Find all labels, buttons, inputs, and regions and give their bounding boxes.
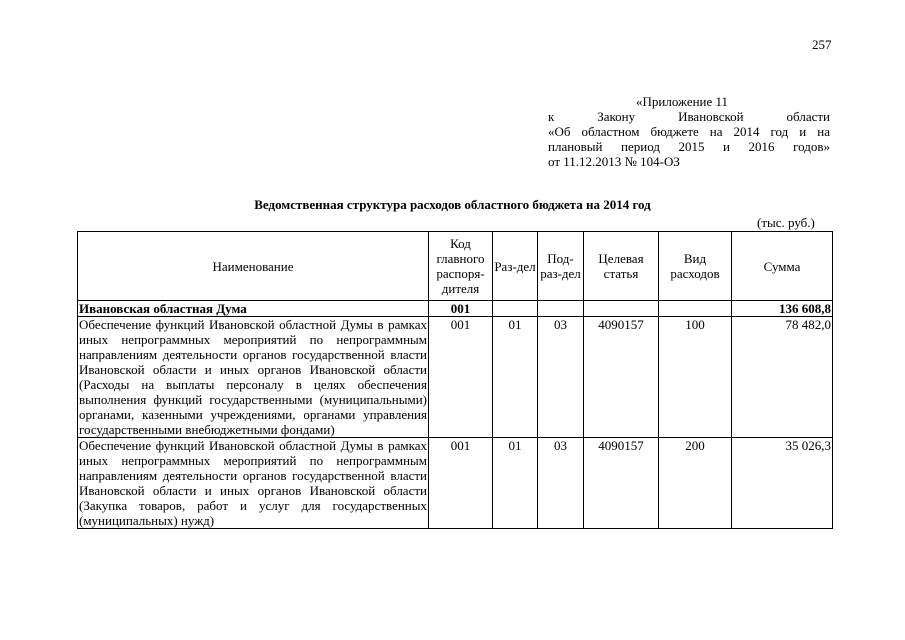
row-subsection	[538, 301, 584, 317]
row-target: 4090157	[584, 438, 659, 529]
row-code: 001	[429, 317, 493, 438]
row-name: Обеспечение функций Ивановской областной Думы в рамках иных непрограммных мероприятий по непрограммным направлениям деятельности органов государственной власти Ивановской области и иных органов Ивановской области (Расходы на выплаты персоналу в целях обеспечения выполнения функций государственными (муниципальными) органами, казенными учреждениями, органами управления государственными внебюджетными фондами)	[79, 317, 427, 437]
budget-table	[77, 231, 833, 529]
row-name: Обеспечение функций Ивановской областной Думы в рамках иных непрограммных мероприятий по непрограммным направлениям деятельности органов государственной власти Ивановской области и иных органов Ивановской области (Закупка товаров, работ и услуг для государственных (муниципальных) нужд)	[79, 438, 427, 528]
row-type: 100	[659, 317, 732, 438]
header-code: Код главного распоря-дителя	[429, 232, 493, 301]
appendix-note	[548, 94, 830, 169]
row-sum: 35 026,3	[732, 438, 833, 529]
row-type: 200	[659, 438, 732, 529]
header-subsection: Под-раз-дел	[538, 232, 584, 301]
row-section	[493, 301, 538, 317]
row-section: 01	[493, 317, 538, 438]
header-section: Раз-дел	[493, 232, 538, 301]
row-code: 001	[429, 301, 493, 317]
row-code: 001	[429, 438, 493, 529]
table-header-row	[78, 232, 833, 301]
row-sum: 78 482,0	[732, 317, 833, 438]
row-section: 01	[493, 438, 538, 529]
appendix-line: «Приложение 11	[636, 94, 729, 109]
page-number: 257	[812, 37, 832, 52]
row-target: 4090157	[584, 317, 659, 438]
appendix-line: от 11.12.2013 № 104-ОЗ	[548, 154, 680, 169]
appendix-line: к Закону Ивановской области	[548, 109, 830, 124]
table-row	[78, 317, 833, 438]
document-title: Ведомственная структура расходов областного бюджета на 2014 год	[254, 197, 651, 212]
header-sum: Сумма	[732, 232, 833, 301]
row-subsection: 03	[538, 438, 584, 529]
header-type: Вид расходов	[659, 232, 732, 301]
units-label: (тыс. руб.)	[757, 215, 815, 230]
header-name: Наименование	[78, 232, 429, 301]
row-sum: 136 608,8	[732, 301, 833, 317]
appendix-line: плановый период 2015 и 2016 годов»	[548, 139, 830, 154]
row-type	[659, 301, 732, 317]
row-name: Ивановская областная Дума	[78, 301, 429, 317]
row-target	[584, 301, 659, 317]
appendix-line: «Об областном бюджете на 2014 год и на	[548, 124, 830, 139]
table-row	[78, 438, 833, 529]
table-row	[78, 301, 833, 317]
header-target: Целевая статья	[584, 232, 659, 301]
row-subsection: 03	[538, 317, 584, 438]
